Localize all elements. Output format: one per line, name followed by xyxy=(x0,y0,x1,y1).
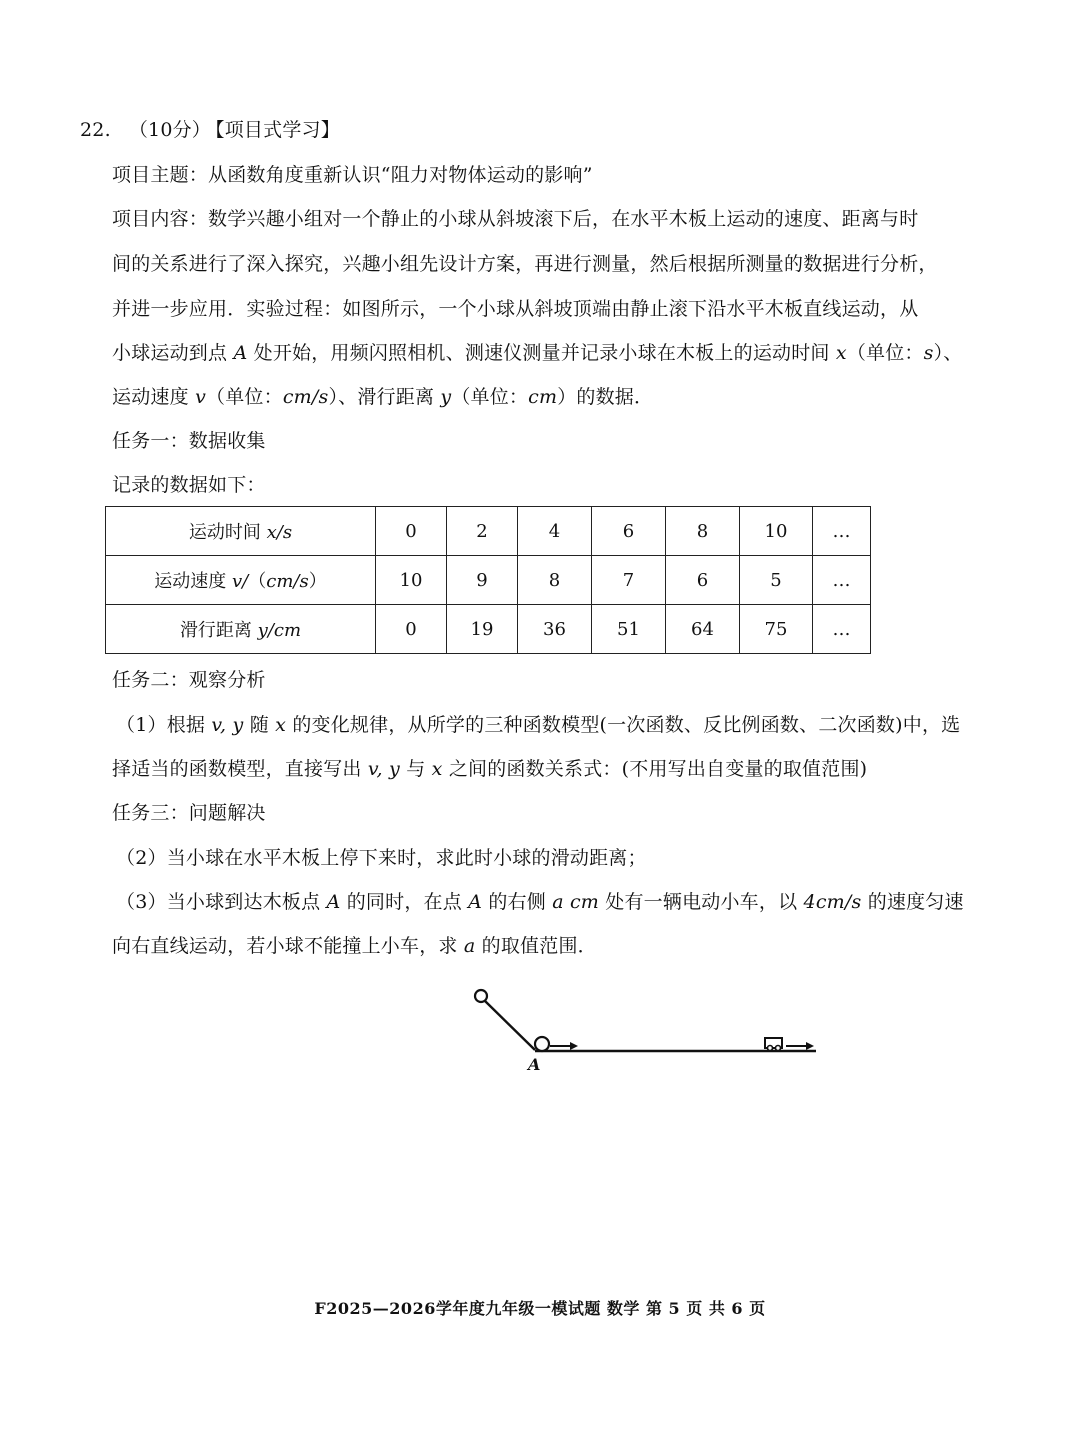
ball-arrow-icon xyxy=(550,1042,578,1050)
question-header xyxy=(80,116,340,144)
table-cell: … xyxy=(813,556,871,605)
table-cell: 6 xyxy=(666,556,740,605)
question-3-line-2 xyxy=(112,932,597,960)
text-segment: 的速度匀速 xyxy=(867,891,964,913)
project-content-line-5 xyxy=(112,383,653,411)
label-unit: cm/s xyxy=(266,571,309,592)
question-points: （10分） xyxy=(128,119,212,141)
point-a-label: A xyxy=(528,1055,541,1074)
electric-car-icon xyxy=(765,1038,782,1051)
text-segment: （单位： xyxy=(451,386,529,408)
table-cell: 9 xyxy=(447,556,518,605)
a-cm-var: a cm xyxy=(552,891,600,913)
text-segment: 向右直线运动，若小球不能撞上小车，求 xyxy=(112,935,458,957)
question-1-line-2 xyxy=(112,755,867,783)
s-var: s xyxy=(923,342,934,364)
text-segment: 之间的函数关系式：(不用写出自变量的取值范围) xyxy=(448,758,868,780)
text-segment: 择适当的函数模型，直接写出 xyxy=(112,758,362,780)
label-paren: ） xyxy=(308,571,327,592)
record-label: 记录的数据如下： xyxy=(112,474,266,496)
table-cell: … xyxy=(813,507,871,556)
text-segment: 的同时，在点 xyxy=(346,891,462,913)
table-cell: 2 xyxy=(447,507,518,556)
text-segment: （单位： xyxy=(206,386,283,408)
label-paren: （ xyxy=(248,571,267,592)
table-cell: 75 xyxy=(740,605,813,654)
label-text: 运动时间 xyxy=(188,522,267,543)
table-cell: 10 xyxy=(740,507,813,556)
ball-at-a-icon xyxy=(535,1037,549,1051)
table-cell: 5 xyxy=(740,556,813,605)
label-var: y/cm xyxy=(257,620,302,641)
project-content-line-1: 项目内容：数学兴趣小组对一个静止的小球从斜坡滚下后，在水平木板上运动的速度、距离与时 xyxy=(112,208,919,230)
a-var: a xyxy=(463,935,476,957)
car-speed: 4cm/s xyxy=(803,891,862,913)
text-segment: ）、滑行距离 xyxy=(328,386,435,408)
point-a-var: A xyxy=(468,891,483,913)
table-row-distance xyxy=(106,605,871,654)
data-table xyxy=(105,506,871,654)
table-cell: 4 xyxy=(518,507,592,556)
car-arrow-icon xyxy=(786,1042,814,1050)
x-var: x xyxy=(431,758,443,780)
table-cell: 6 xyxy=(592,507,666,556)
question-1-line-1 xyxy=(116,711,960,739)
vy-vars: v, y xyxy=(211,714,244,736)
unit-cm-s: cm/s xyxy=(282,386,329,408)
vy-vars: v, y xyxy=(367,758,400,780)
text-segment: ）、 xyxy=(933,342,963,364)
unit-cm: cm xyxy=(528,386,558,408)
project-content-line-4 xyxy=(112,339,962,367)
table-row-time xyxy=(106,507,871,556)
label-var: x/s xyxy=(266,522,293,543)
v-var: v xyxy=(195,386,206,408)
label-text: 运动速度 xyxy=(154,571,233,592)
label-text: 滑行距离 xyxy=(179,620,258,641)
text-segment: 的变化规律，从所学的三种函数模型(一次函数、反比例函数、二次函数)中，选 xyxy=(292,714,961,736)
label-var: v/ xyxy=(232,571,249,592)
y-var: y xyxy=(440,386,452,408)
question-number: 22. xyxy=(80,119,111,141)
table-cell: 51 xyxy=(592,605,666,654)
task-2-title: 任务二：观察分析 xyxy=(112,669,266,691)
ramp-diagram xyxy=(460,980,830,1080)
project-theme: 项目主题：从函数角度重新认识“阻力对物体运动的影响” xyxy=(112,164,593,186)
project-content-line-2: 间的关系进行了深入探究，兴趣小组先设计方案，再进行测量，然后根据所测量的数据进行分析， xyxy=(112,253,938,275)
table-cell: 36 xyxy=(518,605,592,654)
table-row-speed xyxy=(106,556,871,605)
table-cell: 0 xyxy=(376,507,447,556)
table-cell: 7 xyxy=(592,556,666,605)
text-segment: 处开始，用频闪照相机、测速仪测量并记录小球在木板上的运动时间 xyxy=(253,342,830,364)
text-segment: 小球运动到点 xyxy=(112,342,228,364)
text-segment: （3）当小球到达木板点 xyxy=(116,891,321,913)
table-cell: 64 xyxy=(666,605,740,654)
table-cell: … xyxy=(813,605,871,654)
point-a-var: A xyxy=(233,342,248,364)
slope-line xyxy=(485,1001,535,1050)
text-segment: ）的数据． xyxy=(557,386,654,408)
text-segment: （1）根据 xyxy=(116,714,206,736)
point-a-var: A xyxy=(326,891,341,913)
question-tag: 【项目式学习】 xyxy=(215,119,340,141)
x-var: x xyxy=(835,342,847,364)
text-segment: （单位： xyxy=(846,342,924,364)
question-2: （2）当小球在水平木板上停下来时，求此时小球的滑动距离； xyxy=(116,847,647,869)
text-segment: 的取值范围． xyxy=(481,935,597,957)
row-header-distance xyxy=(106,605,376,654)
x-var: x xyxy=(275,714,287,736)
page-footer: F2025—2026学年度九年级一模试题 数学 第 5 页 共 6 页 xyxy=(314,1299,766,1318)
project-content-line-3: 并进一步应用．实验过程：如图所示，一个小球从斜坡顶端由静止滚下沿水平木板直线运动，从 xyxy=(112,298,919,320)
table-cell: 10 xyxy=(376,556,447,605)
text-segment: 的右侧 xyxy=(488,891,546,913)
question-3-line-1 xyxy=(116,888,964,916)
table-cell: 0 xyxy=(376,605,447,654)
table-cell: 19 xyxy=(447,605,518,654)
row-header-time xyxy=(106,507,376,556)
table-cell: 8 xyxy=(666,507,740,556)
table-cell: 8 xyxy=(518,556,592,605)
task-1-title: 任务一：数据收集 xyxy=(112,430,266,452)
text-segment: 随 xyxy=(249,714,269,736)
text-segment: 运动速度 xyxy=(112,386,189,408)
text-segment: 处有一辆电动小车，以 xyxy=(605,891,798,913)
text-segment: 与 xyxy=(406,758,426,780)
task-3-title: 任务三：问题解决 xyxy=(112,802,266,824)
row-header-speed xyxy=(106,556,376,605)
start-ball-icon xyxy=(475,990,487,1002)
